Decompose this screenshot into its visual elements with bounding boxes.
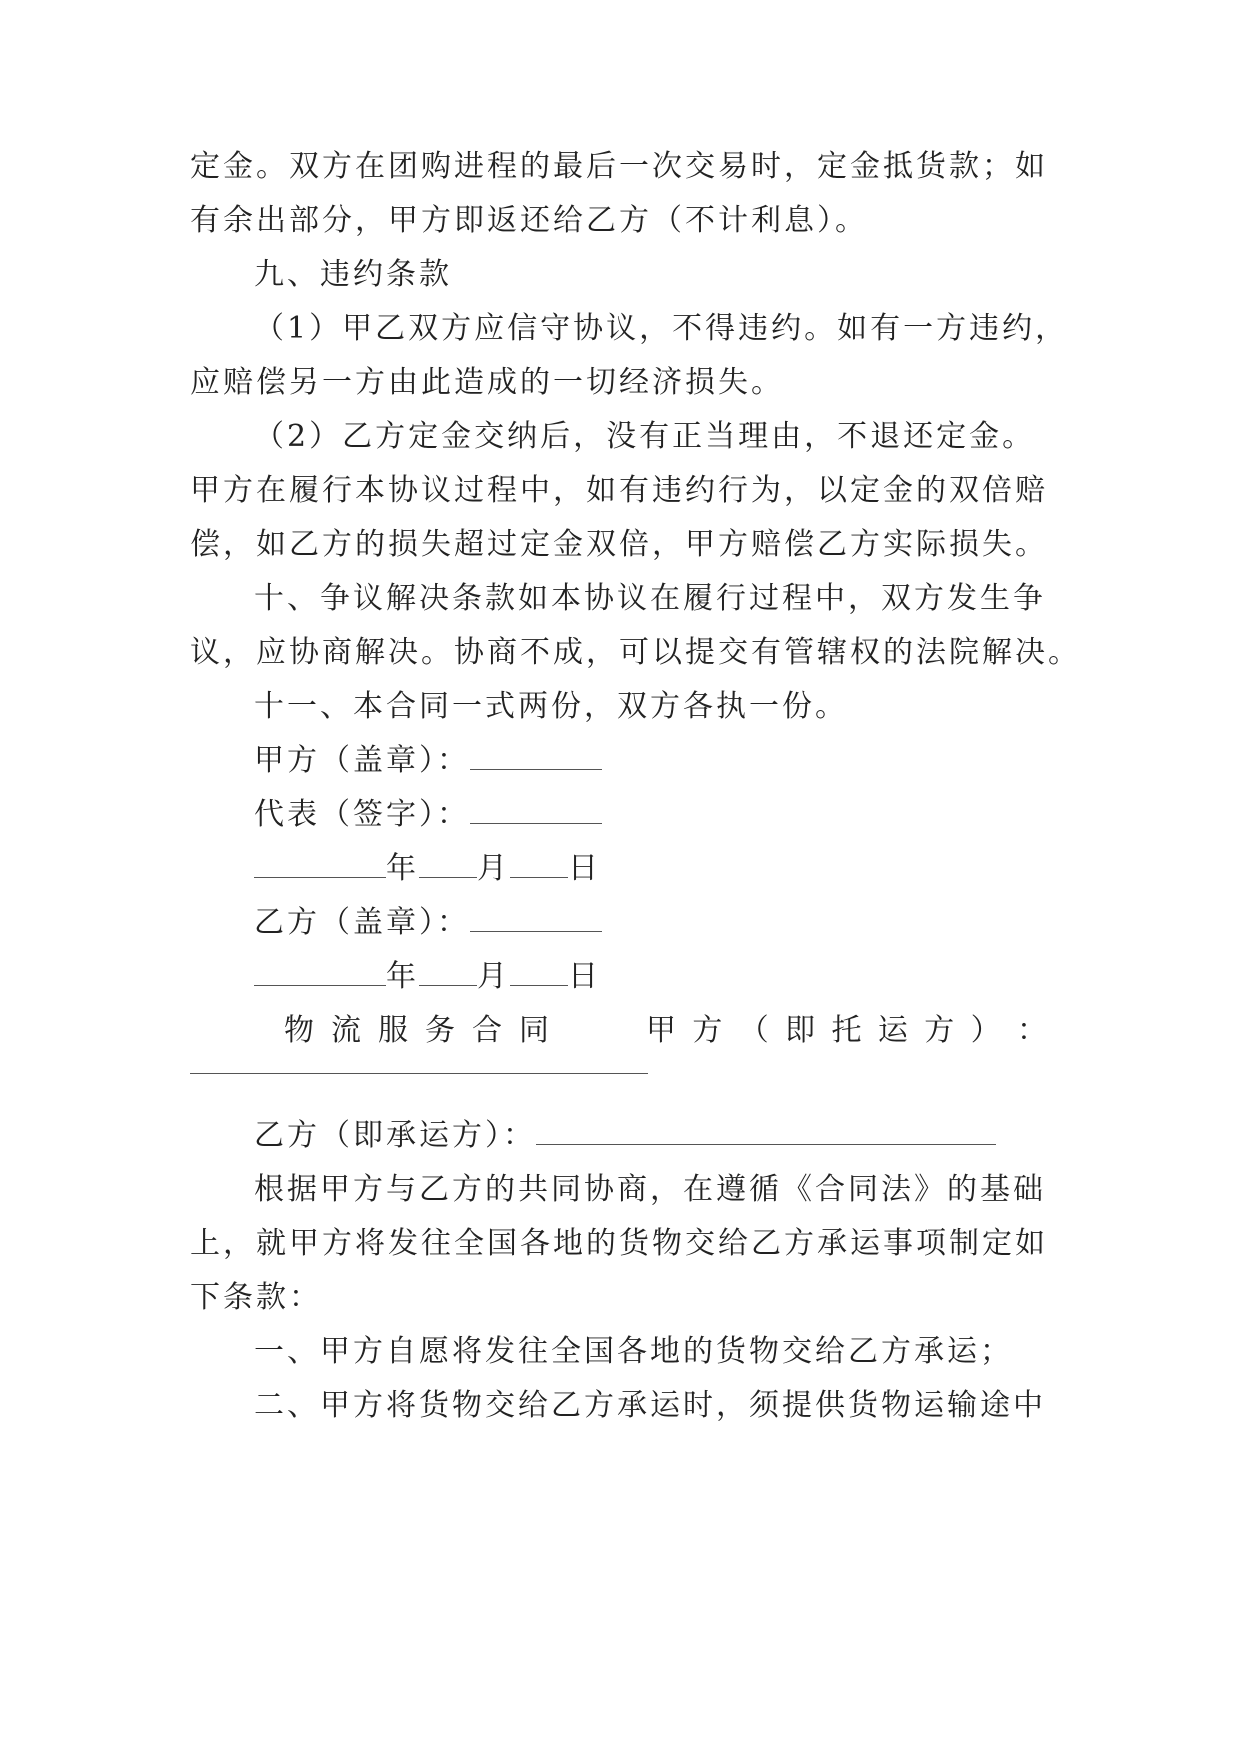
paragraph-line: 议，应协商解决。协商不成，可以提交有管辖权的法院解决。 [190, 635, 1081, 670]
contract-title-row [284, 1011, 1060, 1051]
label-char: ： [1017, 1013, 1050, 1048]
paragraph-line: 上，就甲方将发往全国各地的货物交给乙方承运事项制定如 [190, 1226, 1048, 1261]
paragraph-line: 十一、本合同一式两份，双方各执一份。 [254, 689, 848, 724]
year-label: 年 [386, 959, 419, 994]
paragraph-line: 偿，如乙方的损失超过定金双倍，甲方赔偿乙方实际损失。 [190, 527, 1048, 562]
party-b-row [254, 1116, 1060, 1156]
year-blank[interactable] [254, 959, 386, 986]
party-b-label: 乙方（即承运方）： [254, 1118, 536, 1153]
date-row [254, 957, 1060, 997]
paragraph-line: （2）乙方定金交纳后，没有正当理由，不退还定金。 [254, 419, 1036, 454]
party-a-seal-blank[interactable] [470, 743, 602, 770]
label-char: 方 [692, 1013, 726, 1048]
contract-title: 物流服务合同 [284, 1013, 566, 1048]
party-a-blank[interactable] [190, 1073, 648, 1074]
party-b-blank[interactable] [536, 1118, 996, 1145]
clause-item: 二、甲方将货物交给乙方承运时，须提供货物运输途中 [254, 1388, 1046, 1423]
party-a-seal-label: 甲方（盖章）： [254, 743, 470, 778]
paragraph-line: 下条款： [190, 1280, 322, 1315]
party-a-seal-row [254, 741, 1060, 781]
paragraph-line: 根据甲方与乙方的共同协商，在遵循《合同法》的基础 [254, 1172, 1046, 1207]
label-char: ） [970, 1013, 1004, 1048]
label-char: 甲 [646, 1013, 679, 1048]
day-label: 日 [568, 851, 601, 886]
paragraph-line: 甲方在履行本协议过程中，如有违约行为，以定金的双倍赔 [190, 473, 1048, 508]
day-label: 日 [568, 959, 601, 994]
paragraph-line: 十、争议解决条款如本协议在履行过程中，双方发生争 [254, 581, 1046, 616]
label-char: 即 [785, 1013, 819, 1048]
paragraph-line: 定金。双方在团购进程的最后一次交易时，定金抵货款；如 [190, 149, 1048, 184]
day-blank[interactable] [510, 959, 568, 986]
representative-sign-blank[interactable] [470, 797, 602, 824]
date-row [254, 849, 1060, 889]
paragraph-line: 有余出部分，甲方即返还给乙方（不计利息）。 [190, 203, 868, 238]
label-char: 运 [877, 1013, 911, 1048]
month-label: 月 [477, 959, 510, 994]
representative-sign-row [254, 795, 1060, 835]
month-label: 月 [477, 851, 510, 886]
section-heading: 九、违约条款 [254, 257, 452, 292]
paragraph-line: （1）甲乙双方应信守协议，不得违约。如有一方违约， [254, 311, 1069, 346]
label-char: 方 [924, 1013, 958, 1048]
party-b-seal-row [254, 903, 1060, 943]
label-char: （ [738, 1013, 772, 1048]
label-char: 托 [831, 1013, 865, 1048]
party-b-seal-blank[interactable] [470, 905, 602, 932]
representative-sign-label: 代表（签字）： [254, 797, 470, 832]
paragraph-line: 应赔偿另一方由此造成的一切经济损失。 [190, 365, 784, 400]
month-blank[interactable] [419, 851, 477, 878]
month-blank[interactable] [419, 959, 477, 986]
party-a-label [646, 1011, 1060, 1051]
party-b-seal-label: 乙方（盖章）： [254, 905, 470, 940]
day-blank[interactable] [510, 851, 568, 878]
year-blank[interactable] [254, 851, 386, 878]
year-label: 年 [386, 851, 419, 886]
clause-item: 一、甲方自愿将发往全国各地的货物交给乙方承运； [254, 1334, 1013, 1369]
